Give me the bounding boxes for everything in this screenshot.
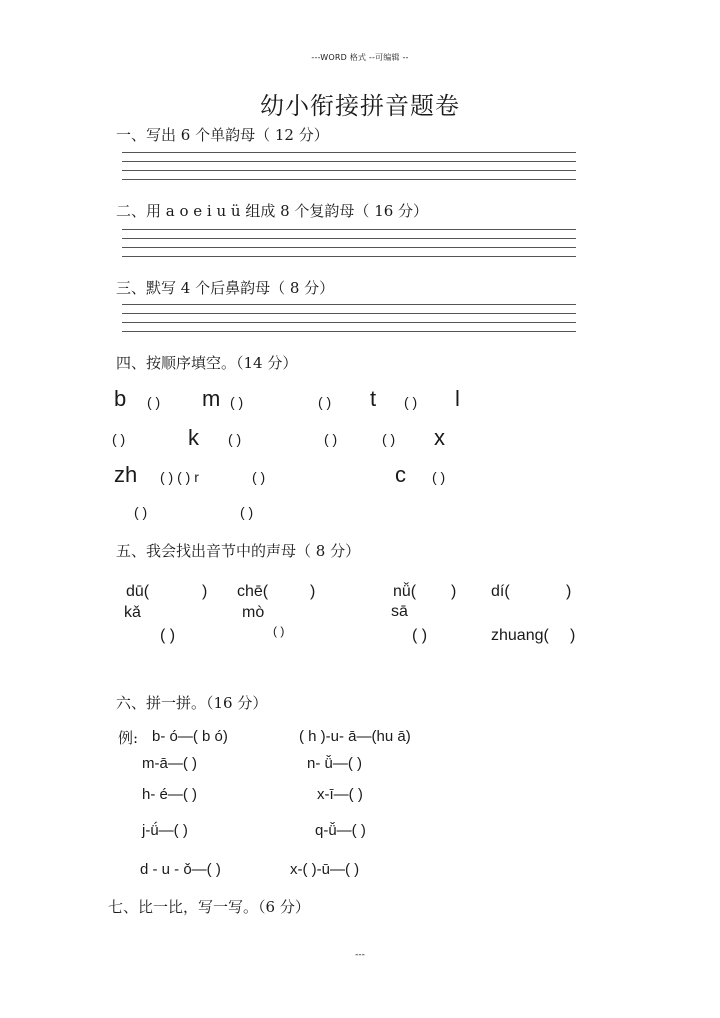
blank-paren: ( ): [273, 624, 285, 638]
writing-line: [122, 247, 576, 248]
writing-line: [122, 256, 576, 257]
spelling-item: x-( )-ū—( ): [290, 861, 360, 878]
section-2-heading: 二、用 a o e i u ü 组成 8 个复韵母（ 16 分）: [116, 202, 429, 220]
blank-paren: ( ): [228, 431, 242, 447]
page-footer: ---: [355, 950, 365, 960]
blank-paren: ( ): [404, 394, 418, 410]
blank-paren: ( ): [382, 431, 396, 447]
spelling-item: x-ī—( ): [317, 786, 363, 803]
initial-letter: c: [395, 462, 406, 487]
section-5-heading: 五、我会找出音节中的声母（ 8 分）: [116, 542, 361, 560]
spelling-item: d - u - ǒ—( ): [140, 861, 221, 878]
blank-paren: ( ): [134, 504, 148, 520]
blank-paren: ): [310, 583, 316, 600]
section-6-heading: 六、拼一拼。（16 分）: [116, 694, 268, 712]
initial-letter: zh: [114, 462, 138, 487]
writing-line: [122, 161, 576, 162]
writing-line: [122, 331, 576, 332]
blank-paren: ( ) ( ) r: [160, 469, 199, 485]
writing-line: [122, 229, 576, 230]
syllable: nǚ(: [393, 583, 417, 600]
section-1-heading: 一、写出 6 个单韵母（ 12 分）: [116, 126, 329, 144]
syllable: zhuang(: [491, 627, 549, 644]
blank-paren: ): [202, 583, 208, 600]
spelling-item: n- ǚ—( ): [307, 755, 363, 772]
writing-line: [122, 313, 576, 314]
blank-paren: ): [570, 627, 576, 644]
section-3-heading: 三、默写 4 个后鼻韵母（ 8 分）: [116, 279, 335, 297]
blank-paren: ): [566, 583, 572, 600]
example-label: 例:: [118, 729, 139, 747]
syllable: chē(: [237, 583, 269, 600]
initial-letter: l: [455, 386, 460, 411]
writing-line: [122, 304, 576, 305]
initial-letter: b: [114, 386, 127, 411]
blank-paren: ( ): [240, 504, 254, 520]
blank-paren: ( ): [324, 431, 338, 447]
spelling-item: q-ǚ—( ): [315, 822, 366, 839]
syllable: kǎ: [124, 604, 141, 621]
syllable: dí(: [491, 583, 510, 600]
writing-line: [122, 179, 576, 180]
section-4-heading: 四、按顺序填空。（14 分）: [116, 354, 298, 372]
writing-line: [122, 170, 576, 171]
spelling-item: h- é—( ): [142, 786, 198, 803]
initial-letter: t: [370, 386, 377, 411]
spelling-item: m-ā—( ): [142, 755, 197, 772]
spelling-item: j-ǘ—( ): [142, 822, 188, 839]
section-7-heading: 七、比一比，写一写。（6 分）: [108, 898, 310, 916]
blank-paren: ): [451, 583, 457, 600]
syllable: mò: [242, 604, 265, 621]
blank-paren: ( ): [160, 627, 176, 644]
page-title: 幼小衔接拼音题卷: [260, 92, 460, 120]
writing-line: [122, 322, 576, 323]
syllable: dū(: [126, 583, 150, 600]
example-spelling: ( h )-u- ā—(hu ā): [299, 728, 411, 745]
blank-paren: ( ): [318, 394, 332, 410]
writing-line: [122, 238, 576, 239]
initial-letter: m: [202, 386, 221, 411]
blank-paren: ( ): [252, 469, 266, 485]
syllable: sā: [391, 603, 408, 620]
initial-letter: x: [434, 425, 445, 450]
initial-letter: k: [188, 425, 199, 450]
blank-paren: ( ): [112, 431, 126, 447]
blank-paren: ( ): [412, 627, 428, 644]
writing-line: [122, 152, 576, 153]
example-spelling: b- ó—( b ó): [152, 728, 228, 745]
page-header: ---WORD 格式 --可编辑 --: [311, 53, 409, 62]
blank-paren: ( ): [147, 394, 161, 410]
blank-paren: ( ): [432, 469, 446, 485]
blank-paren: ( ): [230, 394, 244, 410]
